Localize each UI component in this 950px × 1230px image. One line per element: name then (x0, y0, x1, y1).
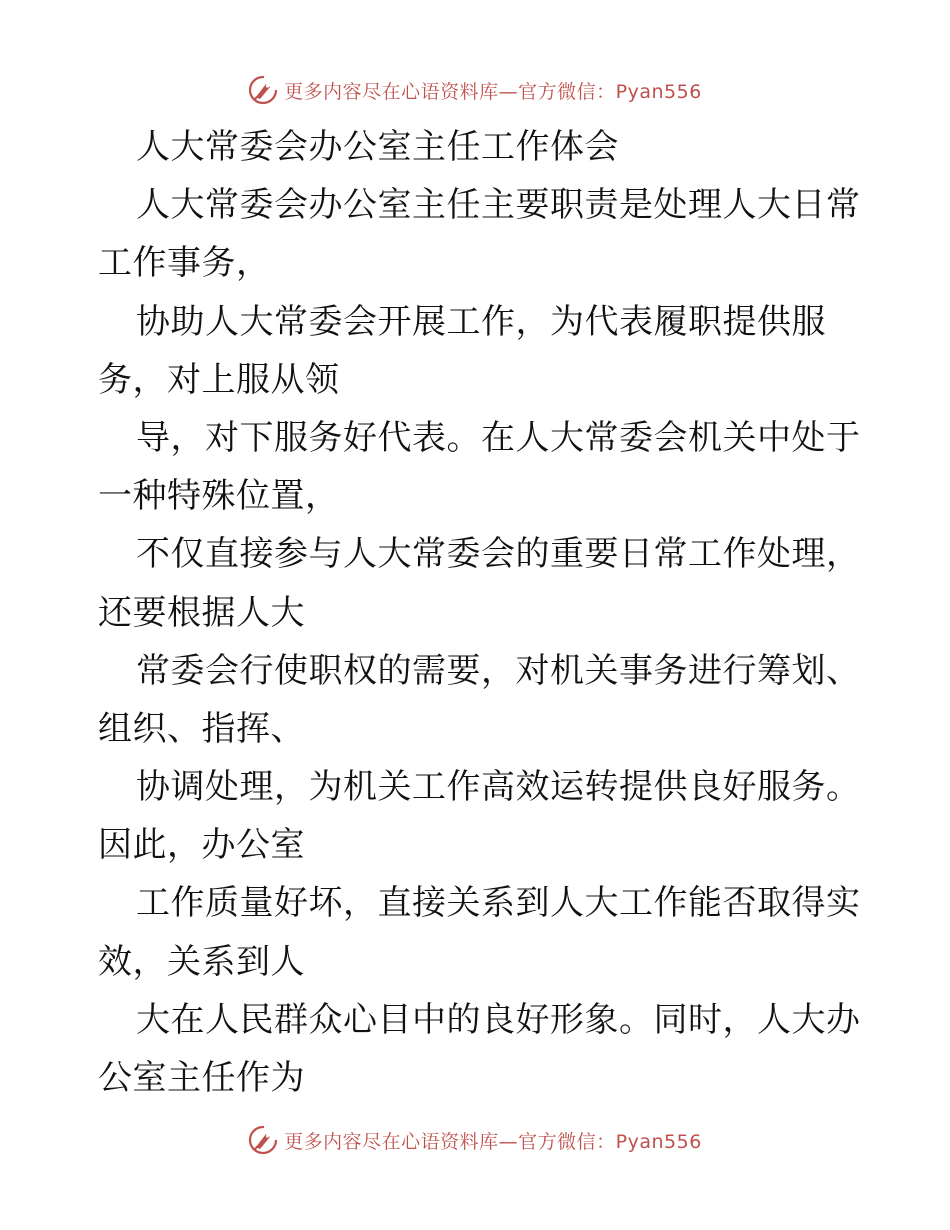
text-line: 务，对上服从领 (98, 359, 340, 400)
text-line: 人大常委会办公室主任主要职责是处理人大日常 (136, 185, 861, 226)
text-line: 不仅直接参与人大常委会的重要日常工作处理， (136, 534, 861, 575)
text-line: 工作事务， (98, 243, 271, 284)
footer-banner-text: 更多内容尽在心语资料库—官方微信：Pyan556 (284, 1130, 702, 1153)
text-line: 人大常委会办公室主任工作体会 (136, 127, 619, 167)
text-line: 还要根据人大 (98, 592, 305, 633)
header-banner (0, 68, 950, 112)
text-line: 效，关系到人 (98, 941, 305, 982)
text-line: 导，对下服务好代表。在人大常委会机关中处于 (136, 417, 861, 458)
pen-nib-logo-icon (248, 75, 278, 105)
pen-nib-logo-icon (248, 1125, 278, 1155)
text-line: 工作质量好坏，直接关系到人大工作能否取得实 (136, 883, 861, 924)
text-line: 因此，办公室 (98, 825, 305, 866)
text-line: 一种特殊位置， (98, 476, 340, 517)
text-line: 组织、指挥、 (98, 708, 305, 749)
header-banner-text: 更多内容尽在心语资料库—官方微信：Pyan556 (284, 80, 702, 103)
text-line: 协调处理，为机关工作高效运转提供良好服务。 (136, 767, 861, 808)
text-line: 公室主任作为 (98, 1058, 305, 1098)
text-line: 协助人大常委会开展工作，为代表履职提供服 (136, 301, 826, 342)
text-line: 常委会行使职权的需要，对机关事务进行筹划、 (136, 650, 861, 691)
text-line: 大在人民群众心目中的良好形象。同时，人大办 (136, 999, 861, 1040)
document-body (98, 118, 878, 1107)
footer-banner (0, 1118, 950, 1162)
